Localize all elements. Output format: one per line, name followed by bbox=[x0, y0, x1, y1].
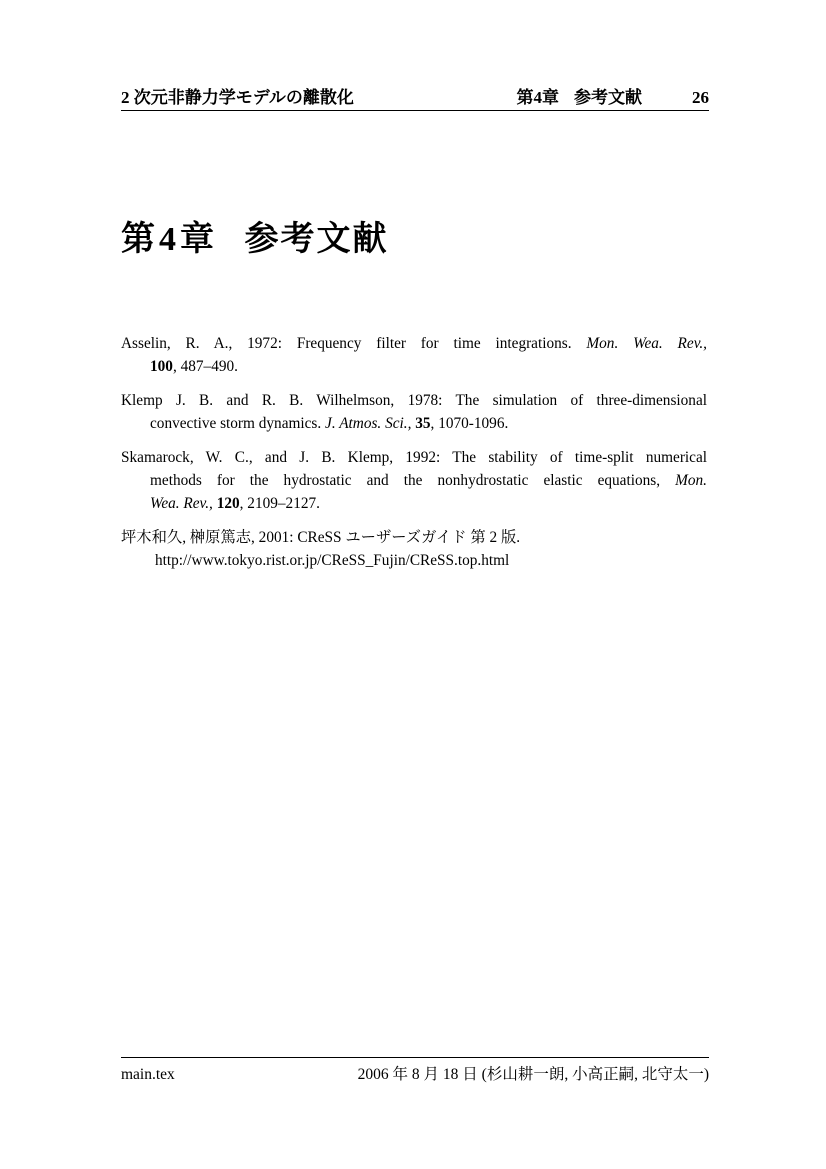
header-rule bbox=[121, 110, 709, 111]
chapter-title-label: 第4章 bbox=[121, 221, 218, 258]
page-footer bbox=[121, 1062, 709, 1084]
reference-text-segment: Klemp J. B. and R. B. Wilhelmson, 1978: The simulation of three-dimensional bbox=[121, 392, 707, 409]
reference-text-segment: convective storm dynamics. bbox=[150, 415, 326, 432]
reference-text-segment: methods for the hydrostatic and the nonhydrostatic elastic equations, bbox=[150, 472, 676, 489]
reference-line bbox=[121, 412, 707, 435]
reference-line bbox=[121, 332, 707, 355]
reference-line bbox=[121, 526, 707, 549]
reference-line bbox=[121, 492, 707, 515]
page-number: 26 bbox=[692, 88, 709, 107]
reference-entry bbox=[121, 389, 707, 435]
page-header bbox=[121, 83, 709, 108]
footer-rule bbox=[121, 1057, 709, 1058]
running-head-section: 参考文献 bbox=[574, 88, 642, 107]
reference-text-segment: Skamarock, W. C., and J. B. Klemp, 1992: The stability of time-split numerical bbox=[121, 449, 707, 466]
reference-text-segment: J. Atmos. Sci., bbox=[325, 415, 412, 432]
footer-date-authors: 2006 年 8 月 18 日 (杉山耕一朗, 小高正嗣, 北守太一) bbox=[357, 1066, 709, 1083]
reference-text-segment: , 487–490. bbox=[172, 358, 238, 375]
reference-line bbox=[121, 446, 707, 469]
reference-text-segment: 坪木和久, 榊原篤志, 2001: CReSS ユーザーズガイド 第 2 版. bbox=[121, 529, 521, 546]
reference-text-segment: 100 bbox=[150, 358, 173, 375]
references-list bbox=[121, 332, 707, 583]
reference-text-segment: Asselin, R. A., 1972: Frequency filter for time integrations. bbox=[121, 335, 587, 352]
reference-text-segment: http://www.tokyo.rist.or.jp/CReSS_Fujin/CReSS.top.html bbox=[155, 552, 510, 569]
reference-entry bbox=[121, 446, 707, 515]
reference-url[interactable] bbox=[121, 549, 707, 572]
running-head-left: 2 次元非静力学モデルの離散化 bbox=[121, 88, 354, 107]
footer-filename: main.tex bbox=[121, 1066, 175, 1083]
reference-line bbox=[121, 469, 707, 492]
reference-line bbox=[121, 389, 707, 412]
chapter-title-name: 参考文献 bbox=[244, 221, 389, 258]
reference-text-segment: , 2109–2127. bbox=[239, 495, 320, 512]
reference-entry bbox=[121, 332, 707, 378]
running-head-chapter: 第4章 bbox=[516, 88, 559, 107]
reference-text-segment: 35 bbox=[415, 415, 431, 432]
reference-text-segment: , 1070-1096. bbox=[430, 415, 509, 432]
reference-text-segment: Wea. Rev., bbox=[150, 495, 213, 512]
reference-line bbox=[121, 355, 707, 378]
reference-text-segment: Mon. bbox=[675, 472, 707, 489]
chapter-title bbox=[121, 211, 389, 260]
reference-text-segment: 120 bbox=[216, 495, 240, 512]
reference-text-segment: Mon. Wea. Rev., bbox=[586, 335, 707, 352]
reference-entry bbox=[121, 526, 707, 572]
